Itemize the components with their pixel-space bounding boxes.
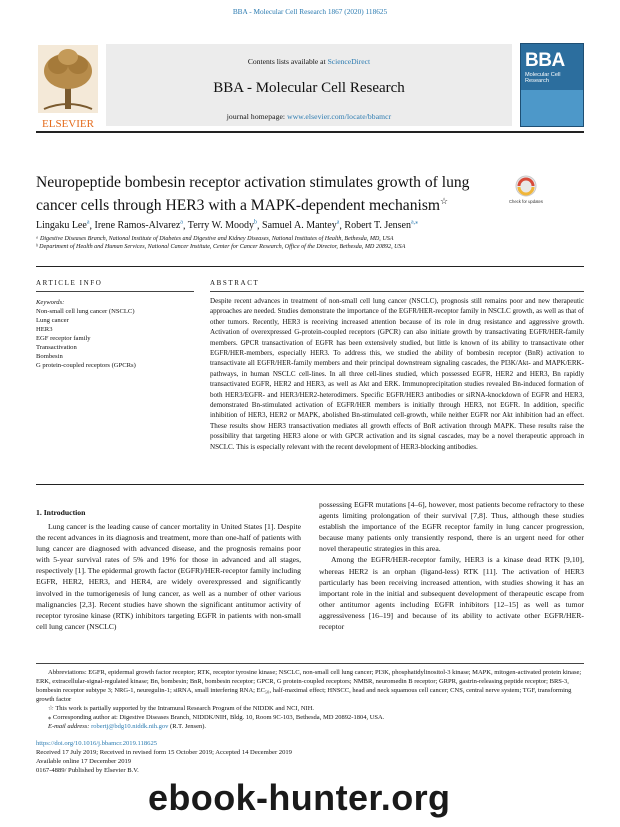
keyword-1: Non-small cell lung cancer (NSCLC) [36,308,135,315]
cover-title: BBA [525,50,565,71]
sciencedirect-link[interactable]: ScienceDirect [327,57,371,66]
contents-line [106,57,512,66]
abstract-body [210,296,584,452]
keyword-4: EGF receptor family [36,335,91,342]
cover-band [521,90,583,126]
keyword-2: Lung cancer [36,317,69,324]
article-title-text: Neuropeptide bombesin receptor activation stimulates growth of lung cancer cells through HER3 with a MAPK-dependent mechanism [36,174,470,215]
keyword-5: Transactivation [36,344,77,351]
doi-link[interactable]: https://doi.org/10.1016/j.bbamcr.2019.118625 [36,740,158,747]
copyright-line: 0167-4889/ Published by Elsevier B.V. [36,767,139,774]
intro-right-column [319,499,584,632]
abbreviations-footnote: Abbreviations: EGFR, epidermal growth factor receptor; RTK, receptor tyrosine kinase; NSCLC, non-small cell lung cancer; PI3K, phosphatidylinositol-3 kinase; MAPK, mitogen-activated protein kinase; ERK, extracellular-signal-regulated kinase; Bn, bombesin; BnR, bombesin receptor; GPCR, G protein-coupled receptors; NMBR, neuromedin B receptor; GRPR, gastrin-releasing peptide receptor; BRS-3, bombesin receptor subtype 3; NRG-1, neuregulin-1; siRNA, small interfering RNA; EC₅₀, half-maximal effect; HNSCC, head and neck squamous cell cancer; CNS, central nerve system; TGF, transforming growth factor [36,669,582,703]
author-list: Lingaku Lee$^a$, Irene Ramos-Alvarez$^a$, Terry W. Moody$^b$, Samuel A. Mantey$^a$, Robert T. Jensen$^{a,⁎}$ [36,220,419,232]
funding-footnote: ☆ This work is partially supported by the Intramural Research Program of the NIDDK and NCI, NIH. [48,705,315,712]
article-info-heading: ARTICLE INFO [36,279,103,287]
journal-name: BBA - Molecular Cell Research [213,80,405,96]
elsevier-logo [36,43,100,131]
abstract-rule [210,291,584,292]
header-rule [36,131,584,133]
keyword-6: Bombesin [36,353,63,360]
affiliation-rule [36,266,584,267]
author-5[interactable]: Robert T. Jensen$^{a,⁎}$ [344,220,419,232]
cover-subtitle: Molecular Cell Research [525,72,561,85]
author-4[interactable]: Samuel A. Mantey$^a$ [262,220,340,232]
abstract-heading: ABSTRACT [210,279,260,287]
abstract-text: Despite recent advances in treatment of non-small cell lung cancer (NSCLC), prognosis still remains poor and new therapeutic approaches are needed. Studies demonstrate the importance of the EGFR/HER-receptor family in NSCLC growth, as well as that of other tumors. Recently, HER3 is receiving increased attention because of its role in drug resistance and aggressive growth. Activation of overexpressed G-protein-coupled receptors (GPCR) can also initiate growth by transactivating EGFR/HER-family members. GPCR transactivation of EGFR has been extensively studied, but little is known of its ability to transactivate other EGFR/HER-members, especially HER3. To address this, we studied the ability of bombesin receptor (BnR) activation to transactivate all EGFR/HER-family members and their principal downstream signaling cascades, the PI3K/Akt- and MAPK/ERK-pathways, in human NSCLC cell-lines. In all three cell-lines studied, which possessed EGFR, HER2 and HER3, Bn rapidly transactivated EGFR, HER2 and HER3, as well as Akt and ERK. Immunoprecipitation studies revealed Bn-induced formation of both HER3/EGFR- and HER3/HER2-heterodimers. Specific EGFR/HER3 antibodies or siRNA-knockdown of EGFR and HER3, demonstrated Bn-stimulated activation of EGFR/HER members is initially through HER3, not EGFR. In addition, specific inhibition of HER3, HER2 or MAPK, abolished Bn-stimulated cell-growth, while neither EGFR nor Akt inhibition had an effect. These results show HER3 transactivation mediates all growth effects of BnR activation through MAPK. These results raise the possibility that targeting HER3 alone or with GPCR activation and its signal cascades, may be a novel therapeutic approach in NSCLC. This is especially relevant with the recent development of HER3-blocking antibodies. [210,297,584,451]
contents-prefix: Contents lists available at [247,57,328,66]
watermark-text: ebook-hunter.org [148,777,451,818]
intro-left-column [36,521,301,632]
affiliation-a: ᵃ Digestive Diseases Branch, National Institute of Diabetes and Digestive and Kidney Diseases, National Institutes of Health, Bethesda, MD, USA [36,236,394,242]
journal-cover-thumbnail[interactable] [520,43,584,127]
corresponding-author-footnote: ⁎ Corresponding author at: Digestive Diseases Branch, NIDDK/NIH, Bldg. 10, Room 9C-103, Bethesda, MD 20892-1804, USA. [48,714,385,721]
intro-paragraph-2: possessing EGFR mutations [4–6], however, most patients become refractory to these agents limiting prolongation of their survival [7,8]. Thus, although these studies establish the importance of the EGFR receptor family in lung cancer progression, because many patients only transiently respond, there is an urgent need for other novel therapeutic strategies in this area. [319,500,584,554]
homepage-prefix: journal homepage: [226,112,288,121]
intro-paragraph-1: Lung cancer is the leading cause of cancer mortality in United States [1]. Despite the recent advances in its diagnosis and treatment, more than one-half of patients with lung cancer are diagnosed with advanced disease, and the prognosis remains poor with 5-year survival rates of 5% and 19% for those in advanced and all stages, respectively [1]. The epidermal growth factor (EGFR)/HER-receptor family including EGFR, HER2, HER3, and HER4, are widely overexpressed and significantly involved in the tumorigenesis of lung cancer, as well as a number of other various malignancies [2,3]. Recent studies have shown the significant antitumor activity of receptor tyrosine kinase (RTK) inhibitors targeting EGFR in patients with non-small cell lung cancer (NSCLC) [36,522,301,631]
footnote-rule [36,663,584,664]
check-for-updates-label: Check for updates [509,199,543,204]
author-email-link[interactable]: robertj@bdg10.niddk.nih.gov [91,723,169,730]
homepage-line [106,112,512,121]
author-2[interactable]: Irene Ramos-Alvarez$^a$ [94,220,183,232]
check-for-updates-icon[interactable] [508,173,544,209]
received-dates: Received 17 July 2019; Received in revised form 15 October 2019; Accepted 14 December 2019 [36,749,292,756]
author-1[interactable]: Lingaku Lee$^a$ [36,220,90,232]
article-title [36,174,491,215]
section-heading-introduction: 1. Introduction [36,508,86,517]
intro-paragraph-3: Among the EGFR/HER-receptor family, HER3 is a kinase dead RTK [9,10], whereas HER2 is an orphan (ligand-less) RTK [11]. The activation of HER3 particularly has been receiving increased attention, with studies showing it has an important role in the initial and subsequent development of therapeutic escape from other antitumor agents including EGFR inhibitors [12–15] as well as tumor aggressiveness [16–19] and because of its ability to activate other EGFR/HER-receptor [319,555,584,632]
abstract-bottom-rule [36,484,584,485]
footnotes [36,668,584,731]
author-3[interactable]: Terry W. Moody$^b$ [187,220,258,232]
journal-citation[interactable]: BBA - Molecular Cell Research 1867 (2020) 118625 [232,7,388,16]
available-online: Available online 17 December 2019 [36,758,132,765]
elsevier-wordmark: ELSEVIER [42,118,94,130]
email-footnote: E-mail address: robertj@bdg10.niddk.nih.gov (R.T. Jensen). [48,723,207,730]
keyword-3: HER3 [36,326,53,333]
article-info-rule [36,291,194,292]
keyword-7: G protein-coupled receptors (GPCRs) [36,362,136,369]
keywords-label: Keywords: [36,299,65,306]
homepage-link[interactable]: www.elsevier.com/locate/bbamcr [287,112,392,121]
title-footnote-mark[interactable]: ☆ [440,196,449,206]
affiliation-b: ᵇ Department of Health and Human Services, National Cancer Institute, Center for Cancer Research, Office of the Director, Bethesda, MD 20892, USA [36,244,406,250]
